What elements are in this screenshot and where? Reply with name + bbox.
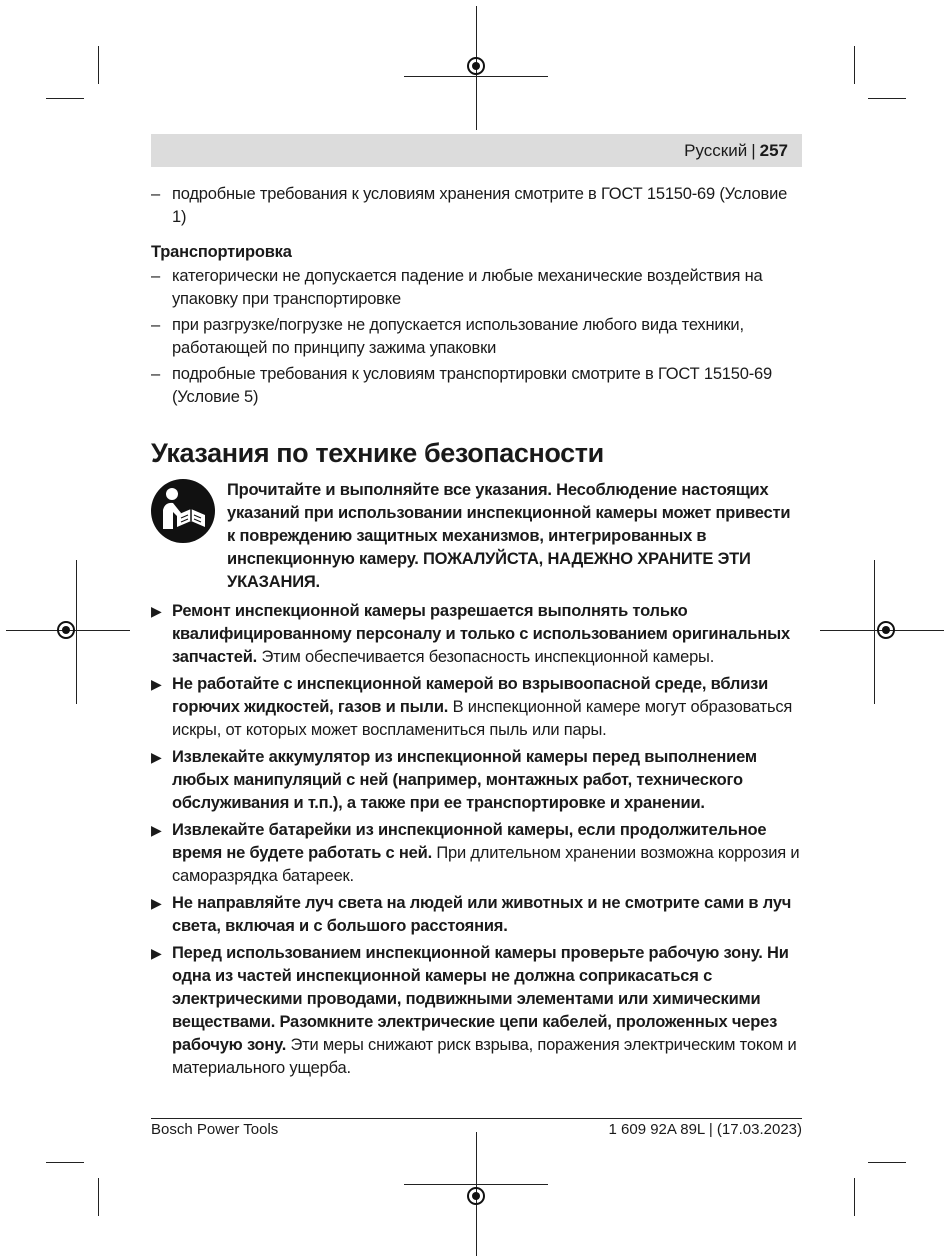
registration-mark-right xyxy=(877,621,895,639)
safety-item-bold: Извлекайте батарейки из инспекционной камеры, если продолжительное время не будете работать с ней. xyxy=(172,821,767,862)
page-header xyxy=(151,134,802,167)
safety-item-bold: Не направляйте луч света на людей или животных и не смотрите сами в луч света, включая и с большого расстояния. xyxy=(172,894,792,935)
triangle-bullet-icon: ▶ xyxy=(151,603,162,619)
triangle-bullet-icon: ▶ xyxy=(151,945,162,961)
safety-item-bold: Ремонт инспекционной камеры разрешается выполнять только квалифицированному персоналу и только с использованием оригинальных запчастей. xyxy=(172,602,790,666)
crop-mark-top-right-v xyxy=(854,46,855,84)
footer-brand: Bosch Power Tools xyxy=(151,1121,279,1138)
safety-item xyxy=(151,673,802,742)
header-language: Русский xyxy=(684,140,748,160)
triangle-bullet-icon: ▶ xyxy=(151,822,162,838)
transport-item-text: подробные требования к условиям транспортировки смотрите в ГОСТ 15150-69 (Условие 5) xyxy=(172,365,772,406)
footer-doc-id: 1 609 92A 89L | (17.03.2023) xyxy=(608,1121,802,1138)
dash-bullet: – xyxy=(151,365,160,383)
crop-mark-bottom-left-h xyxy=(46,1162,84,1163)
registration-mark-bottom xyxy=(467,1187,485,1205)
dash-bullet: – xyxy=(151,267,160,285)
transport-item-text: при разгрузке/погрузке не допускается использование любого вида техники, работающей по принципу зажима упаковки xyxy=(172,316,744,357)
safety-item-text: Эти меры снижают риск взрыва, поражения электрическим током и материального ущерба. xyxy=(172,1036,797,1077)
safety-intro-text: Прочитайте и выполняйте все указания. Несоблюдение настоящих указаний при использовании инспекционной камеры может привести к повреждению защитных механизмов, интегрированных в инспекционную камеру. ПОЖАЛУЙСТА, НАДЕЖНО ХРАНИТЕ ЭТИ УКАЗАНИЯ. xyxy=(227,481,791,591)
safety-heading: Указания по технике безопасности xyxy=(151,438,604,468)
safety-item xyxy=(151,746,802,815)
transport-item-text: категорически не допускается падение и любые механические воздействия на упаковку при транспортировке xyxy=(172,267,763,308)
page-number: 257 xyxy=(759,140,788,160)
safety-item-bold: Перед использованием инспекционной камеры проверьте рабочую зону. Ни одна из частей инспекционной камеры не должна соприкасаться с электрическими проводами, подвижными элементами или химическими веществами. Разомкните электрические цепи кабелей, проложенных через рабочую зону. xyxy=(172,944,789,1054)
transport-item xyxy=(151,363,802,409)
safety-item xyxy=(151,942,802,1080)
registration-mark-top xyxy=(467,57,485,75)
dash-bullet: – xyxy=(151,316,160,334)
safety-item-bold: Извлекайте аккумулятор из инспекционной камеры перед выполнением любых манипуляций с ней (например, монтажных работ, технического обслуживания и т.п.), а также при ее транспортировке и хранении. xyxy=(172,748,757,812)
safety-item-text: Этим обеспечивается безопасность инспекционной камеры. xyxy=(261,648,715,666)
crop-mark-bottom-left-v xyxy=(98,1178,99,1216)
triangle-bullet-icon: ▶ xyxy=(151,749,162,765)
registration-line-right-v xyxy=(874,560,875,704)
safety-intro-block xyxy=(151,479,802,594)
transport-item xyxy=(151,314,802,360)
header-separator: | xyxy=(751,140,756,160)
safety-item-text: В инспекционной камере могут образоваться искры, от которых может воспламениться пыль или пары. xyxy=(172,698,793,739)
dash-bullet: – xyxy=(151,185,160,203)
page-footer xyxy=(151,1118,802,1138)
storage-item xyxy=(151,183,802,229)
page-content xyxy=(151,183,802,1084)
registration-mark-left xyxy=(57,621,75,639)
crop-mark-bottom-right-v xyxy=(854,1178,855,1216)
transport-item xyxy=(151,265,802,311)
crop-mark-bottom-right-h xyxy=(868,1162,906,1163)
crop-mark-top-right-h xyxy=(868,98,906,99)
safety-item xyxy=(151,600,802,669)
storage-item-text: подробные требования к условиям хранения смотрите в ГОСТ 15150-69 (Условие 1) xyxy=(172,185,788,226)
transport-heading: Транспортировка xyxy=(151,243,292,261)
safety-item-bold: Не работайте с инспекционной камерой во взрывоопасной среде, вблизи горючих жидкостей, газов и пыли. xyxy=(172,675,769,716)
triangle-bullet-icon: ▶ xyxy=(151,676,162,692)
safety-item xyxy=(151,892,802,938)
triangle-bullet-icon: ▶ xyxy=(151,895,162,911)
crop-mark-top-left-v xyxy=(98,46,99,84)
crop-mark-top-left-h xyxy=(46,98,84,99)
registration-line-left-v xyxy=(76,560,77,704)
read-manual-icon xyxy=(151,479,215,543)
safety-item-text: При длительном хранении возможна коррозия и саморазрядка батареек. xyxy=(172,844,800,885)
safety-item xyxy=(151,819,802,888)
